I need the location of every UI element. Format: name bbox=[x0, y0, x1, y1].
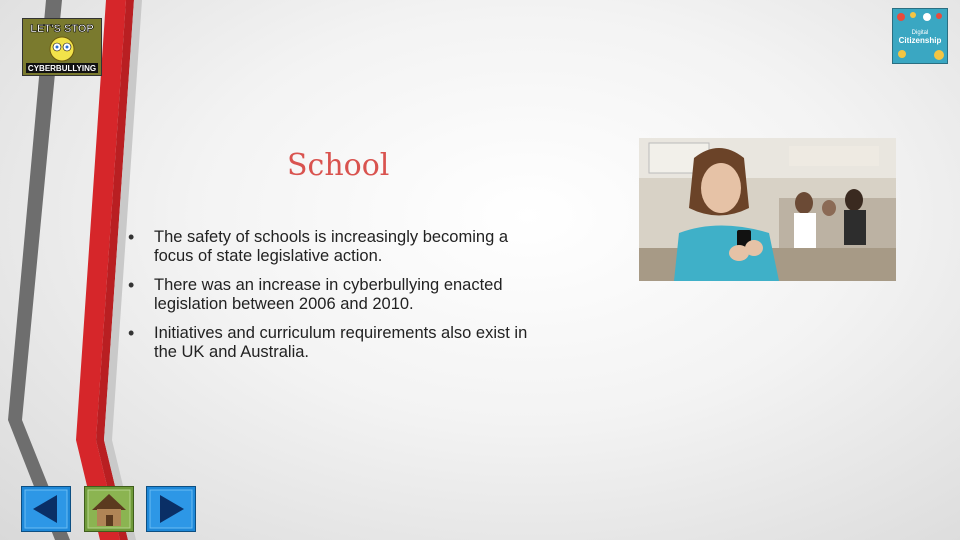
digital-citizenship-logo bbox=[892, 8, 948, 64]
lets-stop-cyberbullying-logo bbox=[22, 18, 102, 76]
bullet-item bbox=[128, 276, 548, 314]
bullet-dot-icon: • bbox=[128, 227, 135, 247]
bullet-text: There was an increase in cyberbullying enacted legislation between 2006 and 2010. bbox=[154, 276, 503, 313]
svg-text:Citizenship: Citizenship bbox=[898, 36, 942, 45]
bullet-text: The safety of schools is increasingly becoming a focus of state legislative action. bbox=[154, 228, 509, 265]
bullet-text: Initiatives and curriculum requirements also exist in the UK and Australia. bbox=[154, 324, 528, 361]
bullet-dot-icon: • bbox=[128, 275, 135, 295]
home-icon bbox=[84, 486, 134, 532]
left-arrow-icon bbox=[21, 486, 71, 532]
svg-text:LET'S STOP: LET'S STOP bbox=[30, 23, 94, 35]
gray-stripe bbox=[8, 0, 70, 540]
bullet-list bbox=[128, 228, 548, 372]
back-button[interactable] bbox=[21, 486, 71, 532]
slide-title: School bbox=[287, 148, 390, 183]
home-button[interactable] bbox=[84, 486, 134, 532]
bullet-item bbox=[128, 324, 548, 362]
svg-text:CYBERBULLYING: CYBERBULLYING bbox=[27, 64, 97, 73]
forward-button[interactable] bbox=[146, 486, 196, 532]
svg-text:Digital: Digital bbox=[911, 30, 929, 36]
bullet-item bbox=[128, 228, 548, 266]
girl-texting-in-classroom-photo bbox=[639, 138, 896, 281]
right-arrow-icon bbox=[146, 486, 196, 532]
bullet-dot-icon: • bbox=[128, 323, 135, 343]
